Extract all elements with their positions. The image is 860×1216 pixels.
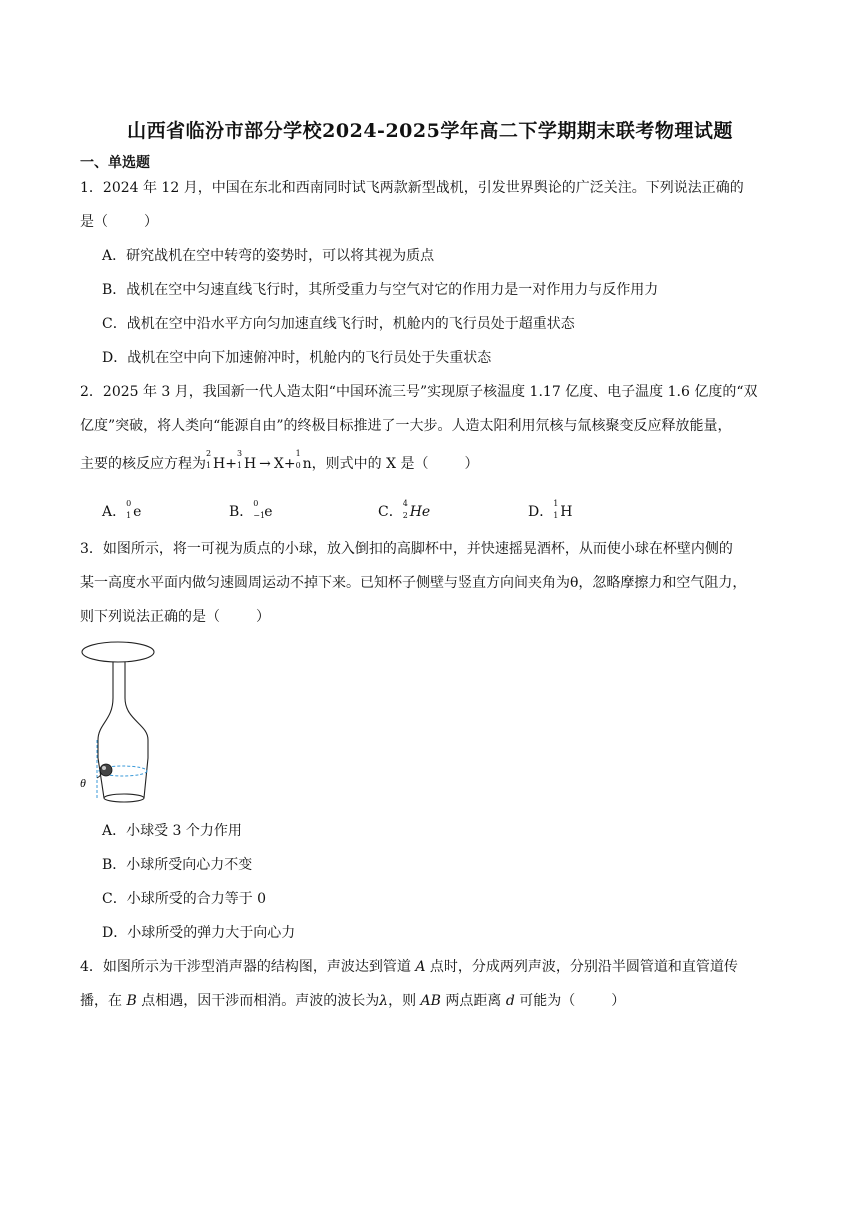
q3-option-b: B．小球所受向心力不变 xyxy=(102,857,253,873)
q3-stem-line1: 3．如图所示，将一可视为质点的小球，放入倒扣的高脚杯中，并快速摇晃酒杯，从而使小球在杯壁内侧的 xyxy=(80,541,733,557)
q3-option-c: C．小球所受的合力等于 0 xyxy=(102,891,267,907)
q2-choice-b: B． 0 −1 e xyxy=(229,499,273,520)
q3-option-d: D．小球所受的弹力大于向心力 xyxy=(102,925,296,941)
q3-question: 则下列说法正确的是（ xyxy=(80,609,220,625)
q2-choice-a: A． 0 1 e xyxy=(102,499,142,520)
tritium-nuclide: 3 1 H xyxy=(236,449,257,472)
q3-paren-close: ） xyxy=(256,609,270,625)
distance-symbol: d xyxy=(505,993,515,1009)
q4-stem-line2: 播，在 B 点相遇，因干涉而相消。声波的波长为λ，则 AB 两点距离 d 可能为（ ） xyxy=(80,993,626,1009)
q1-option-a: A．研究战机在空中转弯的姿势时，可以将其视为质点 xyxy=(102,248,435,264)
q2-choice-c: C． 4 2 He xyxy=(378,499,431,520)
eq-arrow: → xyxy=(259,456,271,472)
q3-option-a: A．小球受 3 个力作用 xyxy=(102,823,242,839)
q2-stem-line3 xyxy=(80,449,479,474)
neutron-nuclide: 1 0 n xyxy=(295,449,312,472)
q2-paren-close: ） xyxy=(464,456,479,472)
ab-label: AB xyxy=(420,993,441,1009)
q1-stem-line2 xyxy=(80,212,158,232)
q1-paren-close: ） xyxy=(144,214,158,230)
inverted-goblet-diagram xyxy=(76,640,166,810)
q2-stem-line1: 2．2025 年 3 月，我国新一代人造太阳“中国环流三号”实现原子核温度 1.17 亿度、电子温度 1.6 亿度的“双 xyxy=(80,384,758,400)
q1-option-b: B．战机在空中匀速直线飞行时，其所受重力与空气对它的作用力是一对作用力与反作用力 xyxy=(102,282,659,298)
theta-label: θ xyxy=(80,776,86,790)
q1-stem-line1: 1．2024 年 12 月，中国在东北和西南同时试飞两款新型战机，引发世界舆论的广泛关注。下列说法正确的 xyxy=(80,180,744,196)
point-b-label: B xyxy=(126,993,137,1009)
q1-paren-open: 是（ xyxy=(80,214,108,230)
deuterium-nuclide: 2 1 H xyxy=(206,449,226,472)
q3-stem-line2: 某一高度水平面内做匀速圆周运动不掉下来。已知杯子侧壁与竖直方向间夹角为θ，忽略摩擦力和空气阻力， xyxy=(80,575,747,591)
point-a-label: A xyxy=(415,959,426,975)
eq-x: X xyxy=(273,456,284,472)
goblet-figure xyxy=(76,640,166,814)
q2-question: ，则式中的 X 是（ xyxy=(311,456,429,472)
q4-stem-line1: 4．如图所示为干涉型消声器的结构图，声波达到管道 A 点时，分成两列声波，分别沿半圆管道和直管道传 xyxy=(80,959,738,975)
page-title: 山西省临汾市部分学校2024-2025学年高二下学期期末联考物理试题 xyxy=(127,120,733,142)
wavelength-symbol: λ xyxy=(379,993,389,1009)
q1-option-d: D．战机在空中向下加速俯冲时，机舱内的飞行员处于失重状态 xyxy=(102,350,492,366)
q3-stem-line3 xyxy=(80,607,270,627)
q2-stem-line2: 亿度”突破，将人类向“能源自由”的终极目标推进了一大步。人造太阳利用氘核与氚核聚变反应释放能量， xyxy=(80,418,732,434)
eq-plus-2: + xyxy=(283,456,296,472)
section-heading: 一、单选题 xyxy=(80,155,150,171)
eq-plus: + xyxy=(225,456,237,472)
q2-equation-intro: 主要的核反应方程为 xyxy=(80,456,206,472)
q1-option-c: C．战机在空中沿水平方向匀加速直线飞行时，机舱内的飞行员处于超重状态 xyxy=(102,316,575,332)
q2-choice-d: D． 1 1 H xyxy=(528,499,573,520)
